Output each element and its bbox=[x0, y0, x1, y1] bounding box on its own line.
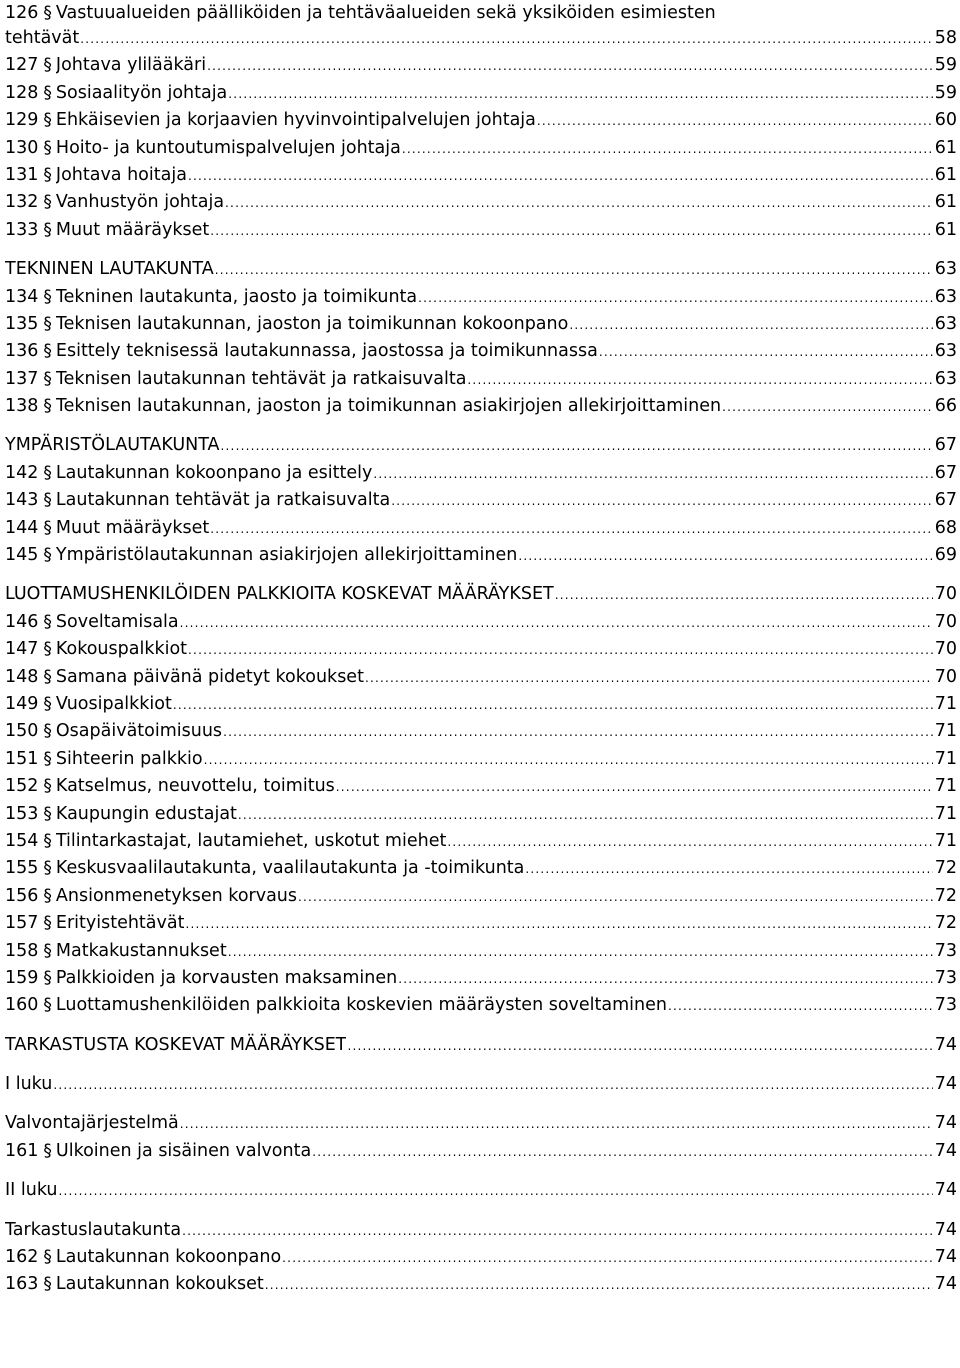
section-sign: § bbox=[43, 1274, 52, 1295]
dot-leader bbox=[188, 170, 933, 182]
section-number: 138 bbox=[5, 396, 39, 417]
section-sign: § bbox=[43, 666, 52, 687]
section-number: 161 bbox=[5, 1140, 39, 1161]
dot-leader bbox=[336, 781, 933, 793]
dot-leader bbox=[207, 60, 933, 72]
page-number: 73 bbox=[934, 995, 957, 1016]
heading-title: I luku bbox=[5, 1074, 53, 1095]
section-title: Kokouspalkkiot bbox=[55, 639, 188, 660]
section-number: 156 bbox=[5, 885, 39, 906]
section-title: Luottamushenkilöiden palkkioita koskevien määräysten soveltaminen bbox=[55, 995, 667, 1016]
toc-row[interactable] bbox=[5, 965, 957, 992]
page-number: 61 bbox=[934, 219, 957, 240]
toc-row[interactable] bbox=[5, 162, 957, 189]
dot-leader bbox=[221, 440, 933, 452]
dot-leader bbox=[210, 523, 932, 535]
section-sign: § bbox=[43, 462, 52, 483]
section-title: Lautakunnan kokoonpano ja esittely bbox=[55, 462, 373, 483]
section-title: Matkakustannukset bbox=[55, 940, 227, 961]
toc-row[interactable] bbox=[5, 883, 957, 910]
section-title: Teknisen lautakunnan, jaoston ja toimikunnan kokoonpano bbox=[55, 313, 569, 334]
section-sign: § bbox=[43, 776, 52, 797]
toc-row[interactable] bbox=[5, 189, 957, 216]
section-sign: § bbox=[43, 721, 52, 742]
dot-leader bbox=[525, 863, 932, 875]
section-sign: § bbox=[43, 913, 52, 934]
section-number: 127 bbox=[5, 55, 39, 76]
section-title: Kaupungin edustajat bbox=[55, 803, 237, 824]
section-number: 154 bbox=[5, 830, 39, 851]
section-sign: § bbox=[43, 639, 52, 660]
section-number: 151 bbox=[5, 748, 39, 769]
section-number: 146 bbox=[5, 611, 39, 632]
section-title: Vanhustyön johtaja bbox=[55, 192, 225, 213]
section-sign: § bbox=[43, 55, 52, 76]
section-number: 129 bbox=[5, 110, 39, 131]
toc-heading-row[interactable] bbox=[5, 1217, 957, 1244]
dot-leader bbox=[204, 754, 933, 766]
section-sign: § bbox=[43, 313, 52, 334]
toc-row[interactable] bbox=[5, 828, 957, 855]
section-number: 133 bbox=[5, 219, 39, 240]
toc-row[interactable] bbox=[5, 1244, 957, 1271]
dot-leader bbox=[173, 699, 933, 711]
dot-leader bbox=[282, 1252, 933, 1264]
dot-leader bbox=[347, 1040, 932, 1052]
dot-leader bbox=[518, 550, 932, 562]
toc-row[interactable] bbox=[5, 135, 957, 162]
dot-leader bbox=[722, 401, 933, 413]
dot-leader bbox=[180, 617, 933, 629]
page-number: 60 bbox=[934, 110, 957, 131]
section-number: 159 bbox=[5, 967, 39, 988]
toc-heading-row[interactable] bbox=[5, 1032, 957, 1059]
section-title: Ehkäisevien ja korjaavien hyvinvointipalvelujen johtaja bbox=[55, 110, 536, 131]
page-number: 71 bbox=[934, 830, 957, 851]
section-sign: § bbox=[43, 995, 52, 1016]
page-number: 63 bbox=[934, 313, 957, 334]
dot-leader bbox=[418, 292, 933, 304]
toc-row[interactable] bbox=[5, 773, 957, 800]
toc-row[interactable] bbox=[5, 664, 957, 691]
section-number: 152 bbox=[5, 776, 39, 797]
section-number: 126 bbox=[5, 3, 39, 23]
page-number: 73 bbox=[934, 967, 957, 988]
page-number: 74 bbox=[934, 1274, 957, 1295]
dot-leader bbox=[312, 1146, 933, 1158]
toc-row[interactable] bbox=[5, 393, 957, 420]
page-number: 74 bbox=[934, 1247, 957, 1268]
section-number: 136 bbox=[5, 341, 39, 362]
dot-leader bbox=[180, 1118, 933, 1130]
toc-heading-row[interactable] bbox=[5, 256, 957, 283]
dot-leader bbox=[599, 346, 933, 358]
page-number: 69 bbox=[934, 545, 957, 566]
section-title: Palkkioiden ja korvausten maksaminen bbox=[55, 967, 398, 988]
section-number: 135 bbox=[5, 313, 39, 334]
page-number: 61 bbox=[934, 192, 957, 213]
dot-leader bbox=[467, 374, 932, 386]
section-title: Lautakunnan tehtävät ja ratkaisuvalta bbox=[55, 490, 391, 511]
page-number: 74 bbox=[934, 1113, 957, 1134]
dot-leader bbox=[182, 1225, 933, 1237]
toc-row[interactable] bbox=[5, 718, 957, 745]
toc-row[interactable] bbox=[5, 338, 957, 365]
dot-leader bbox=[228, 88, 932, 100]
toc-row[interactable] bbox=[5, 910, 957, 937]
section-sign: § bbox=[43, 830, 52, 851]
dot-leader bbox=[225, 197, 933, 209]
page-number: 67 bbox=[934, 462, 957, 483]
section-number: 143 bbox=[5, 490, 39, 511]
section-title: Sihteerin palkkio bbox=[55, 748, 203, 769]
toc-row[interactable] bbox=[5, 515, 957, 542]
toc-row[interactable] bbox=[5, 609, 957, 636]
dot-leader bbox=[185, 918, 932, 930]
section-title: Muut määräykset bbox=[55, 517, 210, 538]
section-sign: § bbox=[43, 693, 52, 714]
page-number: 70 bbox=[934, 666, 957, 687]
section-title: Tilintarkastajat, lautamiehet, uskotut miehet bbox=[55, 830, 447, 851]
dot-leader bbox=[223, 726, 933, 738]
section-sign: § bbox=[43, 517, 52, 538]
toc-row[interactable] bbox=[5, 25, 957, 52]
toc-row[interactable] bbox=[5, 52, 957, 79]
section-title: Katselmus, neuvottelu, toimitus bbox=[55, 776, 335, 797]
section-title: Johtava hoitaja bbox=[55, 164, 187, 185]
toc-row[interactable] bbox=[5, 0, 957, 25]
toc-row[interactable] bbox=[5, 284, 957, 311]
page-number: 74 bbox=[934, 1219, 957, 1240]
section-title: Johtava ylilääkäri bbox=[55, 55, 207, 76]
page-number: 61 bbox=[934, 164, 957, 185]
page-number: 63 bbox=[934, 259, 957, 280]
toc-row[interactable] bbox=[5, 855, 957, 882]
section-number: 131 bbox=[5, 164, 39, 185]
dot-leader bbox=[569, 319, 932, 331]
section-number: 132 bbox=[5, 192, 39, 213]
heading-title: YMPÄRISTÖLAUTAKUNTA bbox=[5, 435, 220, 456]
dot-leader bbox=[555, 589, 933, 601]
page-number: 74 bbox=[934, 1074, 957, 1095]
section-sign: § bbox=[43, 368, 52, 389]
section-title: Ansionmenetyksen korvaus bbox=[55, 885, 298, 906]
section-sign: § bbox=[43, 341, 52, 362]
section-title: Lautakunnan kokoonpano bbox=[55, 1247, 282, 1268]
section-number: 144 bbox=[5, 517, 39, 538]
section-sign: § bbox=[43, 1247, 52, 1268]
section-sign: § bbox=[43, 286, 52, 307]
section-title: Erityistehtävät bbox=[55, 913, 185, 934]
dot-leader bbox=[53, 1079, 932, 1091]
toc-heading-row[interactable] bbox=[5, 432, 957, 459]
dot-leader bbox=[402, 143, 933, 155]
section-number: 163 bbox=[5, 1274, 39, 1295]
section-number: 137 bbox=[5, 368, 39, 389]
dot-leader bbox=[59, 1185, 933, 1197]
section-sign: § bbox=[43, 490, 52, 511]
section-sign: § bbox=[43, 110, 52, 131]
heading-title: II luku bbox=[5, 1180, 58, 1201]
toc-row[interactable] bbox=[5, 366, 957, 393]
dot-leader bbox=[210, 225, 932, 237]
section-sign: § bbox=[43, 885, 52, 906]
dot-leader bbox=[188, 644, 933, 656]
section-sign: § bbox=[43, 219, 52, 240]
toc-row[interactable] bbox=[5, 311, 957, 338]
section-number: 142 bbox=[5, 462, 39, 483]
section-sign: § bbox=[43, 611, 52, 632]
section-title: Esittely teknisessä lautakunnassa, jaostossa ja toimikunnassa bbox=[55, 341, 598, 362]
toc-row[interactable] bbox=[5, 107, 957, 134]
toc-row[interactable] bbox=[5, 938, 957, 965]
toc-row[interactable] bbox=[5, 80, 957, 107]
dot-leader bbox=[391, 495, 933, 507]
toc-row[interactable] bbox=[5, 636, 957, 663]
section-sign: § bbox=[43, 545, 52, 566]
section-title: Sosiaalityön johtaja bbox=[55, 82, 228, 103]
section-title: Ympäristölautakunnan asiakirjojen allekirjoittaminen bbox=[55, 545, 518, 566]
dot-leader bbox=[398, 973, 932, 985]
section-sign: § bbox=[43, 1140, 52, 1161]
section-sign: § bbox=[43, 3, 52, 23]
section-sign: § bbox=[43, 396, 52, 417]
page-number: 74 bbox=[934, 1140, 957, 1161]
section-number: 155 bbox=[5, 858, 39, 879]
section-sign: § bbox=[43, 748, 52, 769]
dot-leader bbox=[228, 946, 933, 958]
page-number: 67 bbox=[934, 435, 957, 456]
section-sign: § bbox=[43, 82, 52, 103]
dot-leader bbox=[238, 809, 933, 821]
dot-leader bbox=[447, 836, 932, 848]
page-number: 63 bbox=[934, 341, 957, 362]
section-number: 158 bbox=[5, 940, 39, 961]
section-title: Osapäivätoimisuus bbox=[55, 721, 223, 742]
toc-row[interactable] bbox=[5, 460, 957, 487]
section-sign: § bbox=[43, 967, 52, 988]
page-number: 74 bbox=[934, 1034, 957, 1055]
page-number: 72 bbox=[934, 858, 957, 879]
page-number: 59 bbox=[934, 55, 957, 76]
section-sign: § bbox=[43, 803, 52, 824]
toc-heading-row[interactable] bbox=[5, 1071, 957, 1098]
section-number: 153 bbox=[5, 803, 39, 824]
toc-row[interactable] bbox=[5, 217, 957, 244]
section-number: 160 bbox=[5, 995, 39, 1016]
section-number: 128 bbox=[5, 82, 39, 103]
section-number: 148 bbox=[5, 666, 39, 687]
toc-row[interactable] bbox=[5, 801, 957, 828]
toc-row[interactable] bbox=[5, 992, 957, 1019]
section-number: 150 bbox=[5, 721, 39, 742]
page-number: 71 bbox=[934, 803, 957, 824]
dot-leader bbox=[298, 891, 933, 903]
toc-heading-row[interactable] bbox=[5, 1177, 957, 1204]
section-title: Keskusvaalilautakunta, vaalilautakunta ja -toimikunta bbox=[55, 858, 525, 879]
section-title: Tekninen lautakunta, jaosto ja toimikunta bbox=[55, 286, 418, 307]
heading-title: Tarkastuslautakunta bbox=[5, 1219, 182, 1240]
heading-title: LUOTTAMUSHENKILÖIDEN PALKKIOITA KOSKEVAT MÄÄRÄYKSET bbox=[5, 584, 554, 605]
heading-title: Valvontajärjestelmä bbox=[5, 1113, 179, 1134]
section-number: 147 bbox=[5, 639, 39, 660]
section-number: 157 bbox=[5, 913, 39, 934]
toc-row[interactable] bbox=[5, 746, 957, 773]
dot-leader bbox=[265, 1279, 933, 1291]
heading-title: TEKNINEN LAUTAKUNTA bbox=[5, 259, 214, 280]
section-sign: § bbox=[43, 858, 52, 879]
section-title: Teknisen lautakunnan, jaoston ja toimikunnan asiakirjojen allekirjoittaminen bbox=[55, 396, 722, 417]
page-number: 71 bbox=[934, 776, 957, 797]
page-number: 72 bbox=[934, 885, 957, 906]
heading-title: TARKASTUSTA KOSKEVAT MÄÄRÄYKSET bbox=[5, 1034, 347, 1055]
toc-heading-row[interactable] bbox=[5, 1110, 957, 1137]
page-number: 71 bbox=[934, 748, 957, 769]
page-number: 58 bbox=[934, 28, 957, 48]
page-number: 72 bbox=[934, 913, 957, 934]
page-number: 59 bbox=[934, 82, 957, 103]
toc-row[interactable] bbox=[5, 1138, 957, 1165]
section-sign: § bbox=[43, 192, 52, 213]
section-title: Samana päivänä pidetyt kokoukset bbox=[55, 666, 364, 687]
section-title: Hoito- ja kuntoutumispalvelujen johtaja bbox=[55, 137, 401, 158]
section-number: 149 bbox=[5, 693, 39, 714]
section-sign: § bbox=[43, 940, 52, 961]
toc-heading-row[interactable] bbox=[5, 581, 957, 608]
page-number: 68 bbox=[934, 517, 957, 538]
page-number: 61 bbox=[934, 137, 957, 158]
page-number: 71 bbox=[934, 693, 957, 714]
toc-row[interactable] bbox=[5, 542, 957, 569]
page-number: 66 bbox=[934, 396, 957, 417]
page-number: 73 bbox=[934, 940, 957, 961]
section-number: 145 bbox=[5, 545, 39, 566]
section-title: Teknisen lautakunnan tehtävät ja ratkaisuvalta bbox=[55, 368, 467, 389]
page-number: 63 bbox=[934, 368, 957, 389]
page-number: 70 bbox=[934, 584, 957, 605]
page-number: 71 bbox=[934, 721, 957, 742]
page-number: 63 bbox=[934, 286, 957, 307]
section-title: Ulkoinen ja sisäinen valvonta bbox=[55, 1140, 312, 1161]
section-number: 134 bbox=[5, 286, 39, 307]
section-number: 130 bbox=[5, 137, 39, 158]
section-title: Muut määräykset bbox=[55, 219, 210, 240]
section-number: 162 bbox=[5, 1247, 39, 1268]
dot-leader bbox=[373, 468, 932, 480]
section-title: Vuosipalkkiot bbox=[55, 693, 172, 714]
page-number: 74 bbox=[934, 1180, 957, 1201]
toc-row[interactable] bbox=[5, 1271, 957, 1298]
page-number: 70 bbox=[934, 639, 957, 660]
dot-leader bbox=[215, 264, 933, 276]
toc-row[interactable] bbox=[5, 487, 957, 514]
section-title: Vastuualueiden päälliköiden ja tehtäväalueiden sekä yksiköiden esimiesten bbox=[55, 3, 716, 23]
section-title: Soveltamisala bbox=[55, 611, 179, 632]
dot-leader bbox=[668, 1000, 933, 1012]
section-sign: § bbox=[43, 137, 52, 158]
toc-row[interactable] bbox=[5, 691, 957, 718]
dot-leader bbox=[365, 672, 933, 684]
dot-leader bbox=[537, 115, 933, 127]
table-of-contents bbox=[5, 0, 957, 1299]
section-sign: § bbox=[43, 164, 52, 185]
section-title: Lautakunnan kokoukset bbox=[55, 1274, 264, 1295]
section-title: tehtävät bbox=[5, 28, 80, 48]
page-number: 70 bbox=[934, 611, 957, 632]
page-number: 67 bbox=[934, 490, 957, 511]
dot-leader bbox=[80, 33, 932, 45]
